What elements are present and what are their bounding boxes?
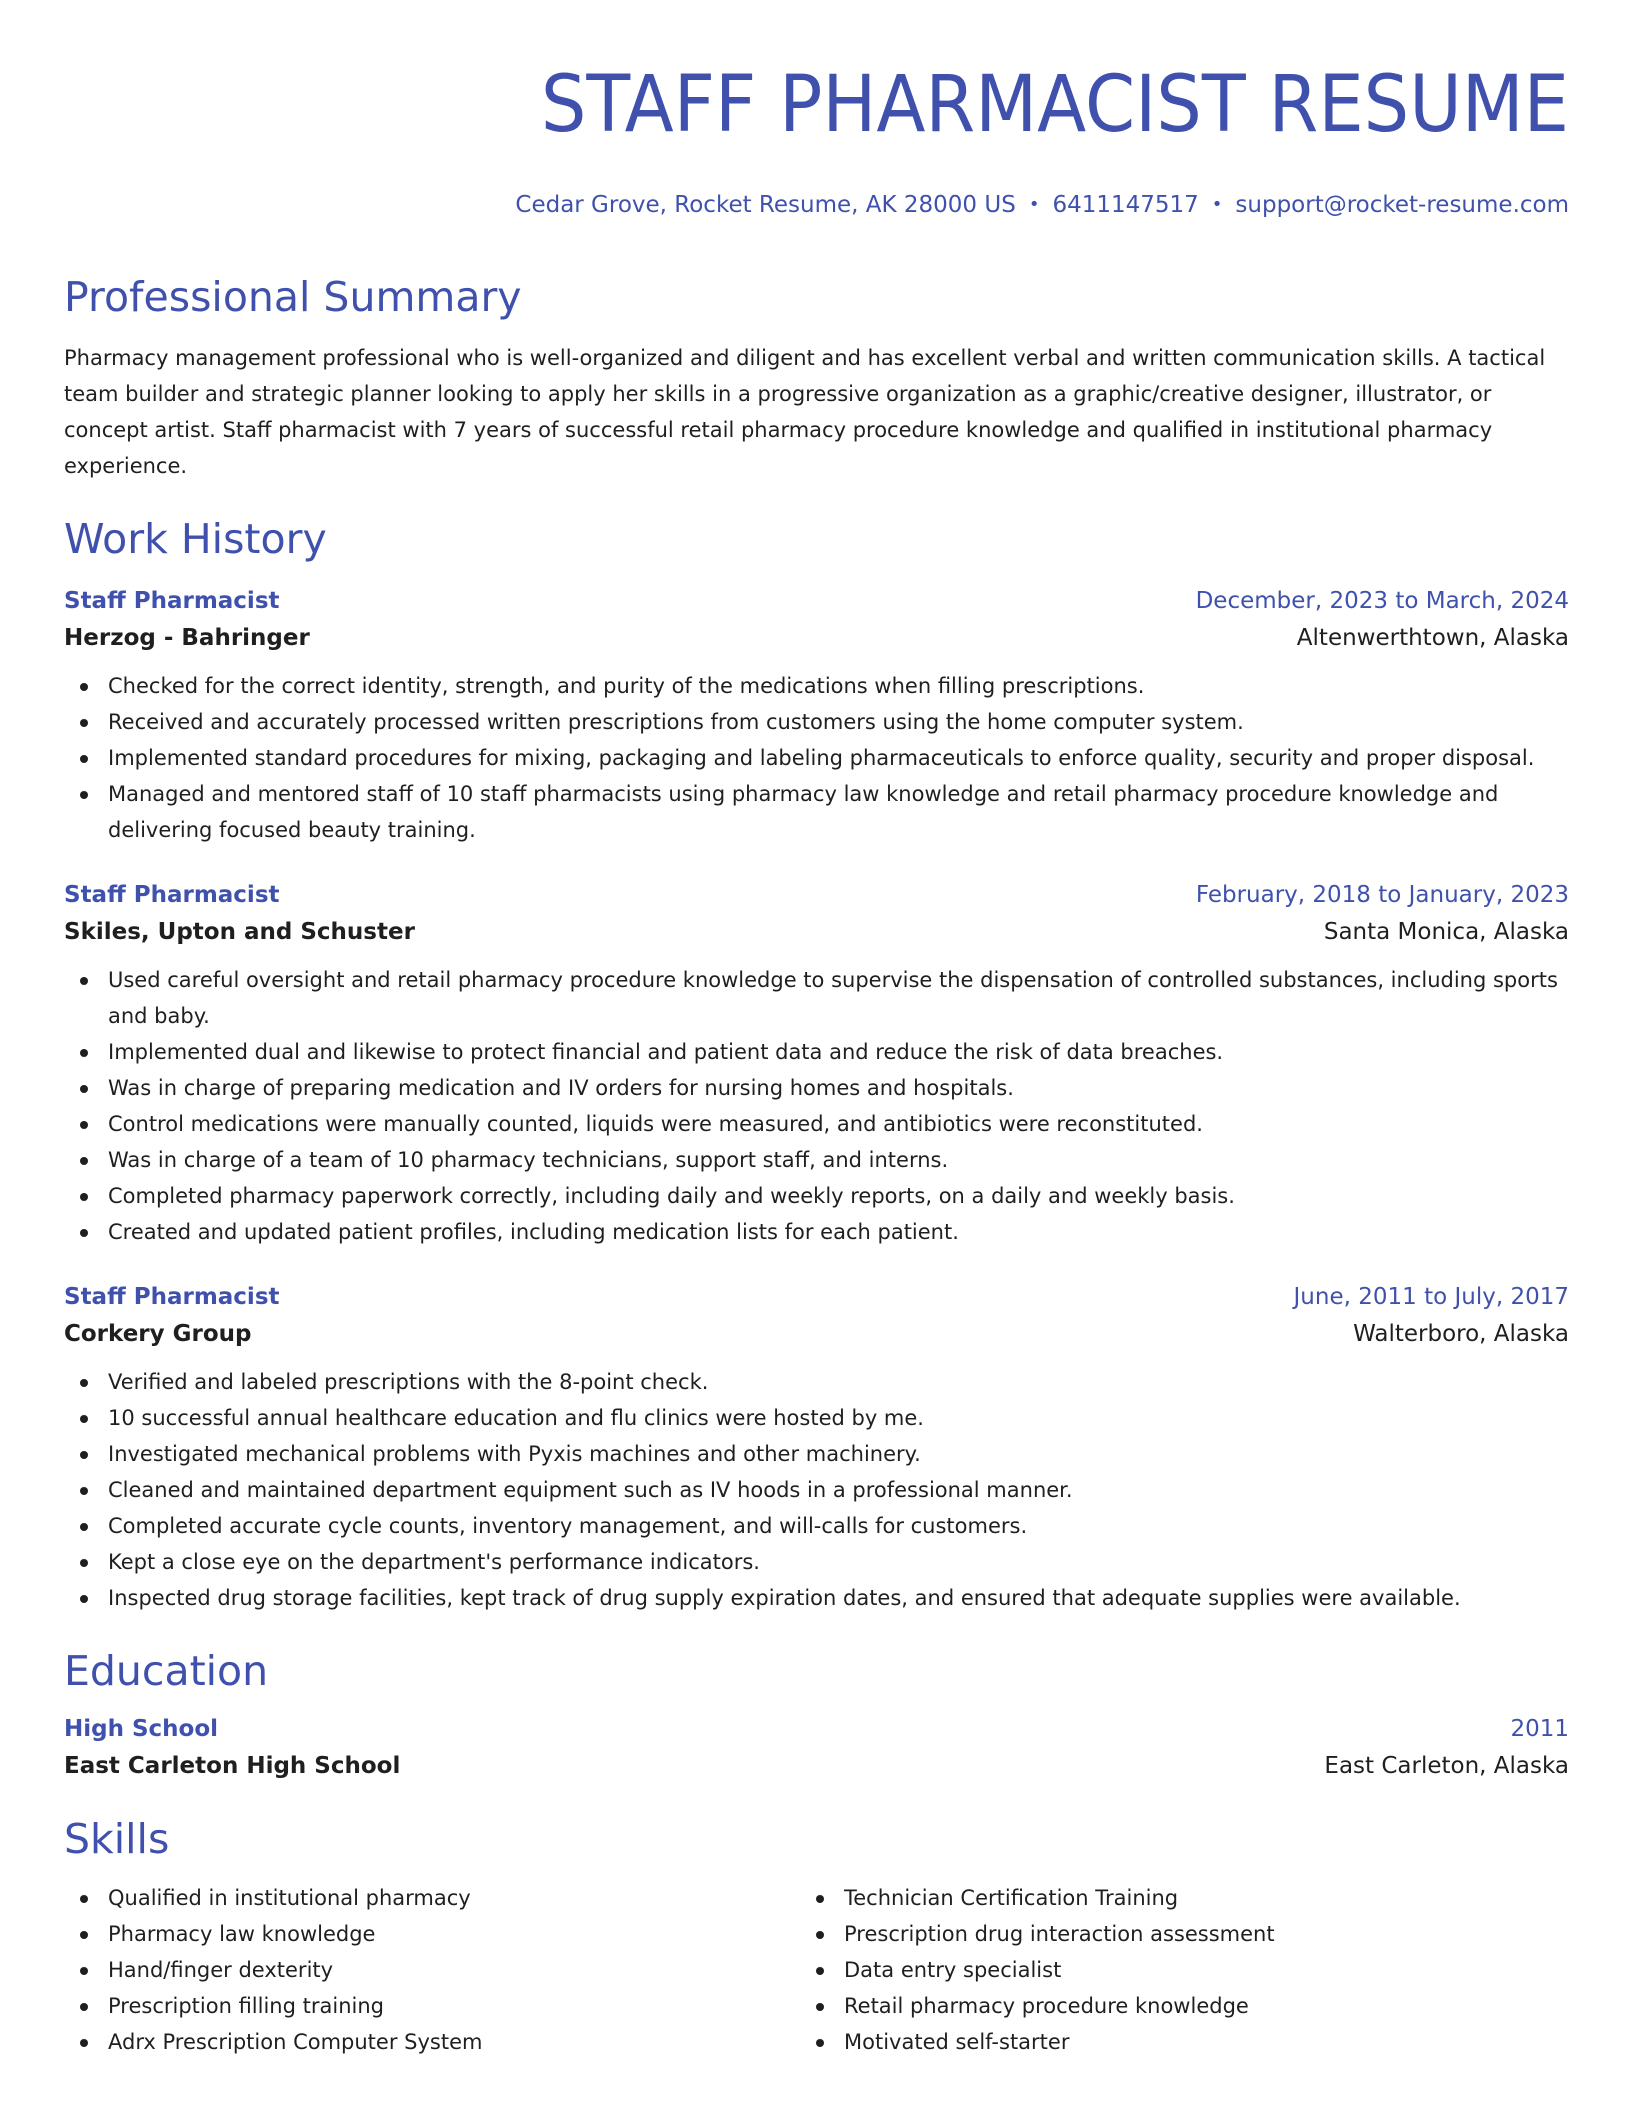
job-entry (64, 1280, 1569, 1616)
job-bullet: Checked for the correct identity, strength, and purity of the medications when filling prescriptions. (64, 668, 1569, 704)
education-school: East Carleton High School (64, 1753, 401, 1779)
job-title: Staff Pharmacist (64, 882, 280, 908)
job-dates: February, 2018 to January, 2023 (1195, 882, 1569, 908)
resume-header (64, 60, 1569, 220)
skill-item: Prescription drug interaction assessment (800, 1916, 1536, 1952)
job-bullet: Was in charge of a team of 10 pharmacy technicians, support staff, and interns. (64, 1142, 1569, 1178)
job-bullet: Was in charge of preparing medication and IV orders for nursing homes and hospitals. (64, 1070, 1569, 1106)
skills-heading: Skills (64, 1815, 170, 1863)
job-dates: June, 2011 to July, 2017 (1293, 1284, 1569, 1310)
job-bullet: Managed and mentored staff of 10 staff pharmacists using pharmacy law knowledge and retail pharmacy procedure knowledge and delivering focused beauty training. (64, 776, 1569, 848)
job-entry (64, 584, 1569, 848)
skills-list-right (800, 1880, 1536, 2060)
job-bullet: Completed accurate cycle counts, inventory management, and will-calls for customers. (64, 1508, 1569, 1544)
education-degree: High School (64, 1716, 219, 1742)
job-title: Staff Pharmacist (64, 1284, 280, 1310)
job-title-row (64, 1280, 1569, 1314)
skill-item: Prescription filling training (64, 1988, 800, 2024)
job-bullet: Verified and labeled prescriptions with the 8-point check. (64, 1364, 1569, 1400)
job-location: Walterboro, Alaska (1353, 1321, 1569, 1347)
contact-line (64, 190, 1569, 220)
contact-separator: • (1028, 194, 1040, 215)
job-entry (64, 878, 1569, 1250)
job-location: Santa Monica, Alaska (1323, 919, 1569, 945)
job-title-row (64, 878, 1569, 912)
education-degree-row (64, 1712, 1569, 1746)
education-heading: Education (64, 1647, 269, 1695)
job-bullet: Implemented dual and likewise to protect financial and patient data and reduce the risk of data breaches. (64, 1034, 1569, 1070)
job-company: Herzog - Bahringer (64, 625, 310, 651)
education-entry (64, 1712, 1569, 1786)
summary-heading: Professional Summary (64, 273, 522, 321)
education-year: 2011 (1510, 1716, 1569, 1742)
skill-item: Technician Certification Training (800, 1880, 1536, 1916)
contact-phone: 6411147517 (1052, 192, 1199, 218)
skill-item: Qualified in institutional pharmacy (64, 1880, 800, 1916)
job-company: Corkery Group (64, 1321, 252, 1347)
skill-item: Motivated self-starter (800, 2024, 1536, 2060)
job-title-row (64, 584, 1569, 618)
job-dates: December, 2023 to March, 2024 (1195, 588, 1569, 614)
job-bullet: Implemented standard procedures for mixing, packaging and labeling pharmaceuticals to enforce quality, security and proper disposal. (64, 740, 1569, 776)
summary-text: Pharmacy management professional who is well-organized and diligent and has excellent verbal and written communication skills. A tactical team builder and strategic planner looking to apply her skills in a progressive organization as a graphic/creative designer, illustrator, or concept artist. Staff pharmacist with 7 years of successful retail pharmacy procedure knowledge and qualified in institutional pharmacy experience. (64, 346, 1546, 478)
job-bullet: 10 successful annual healthcare education and flu clinics were hosted by me. (64, 1400, 1569, 1436)
job-bullets (64, 962, 1569, 1250)
job-bullet: Kept a close eye on the department's performance indicators. (64, 1544, 1569, 1580)
job-bullets (64, 668, 1569, 848)
job-bullet: Completed pharmacy paperwork correctly, including daily and weekly reports, on a daily and weekly basis. (64, 1178, 1569, 1214)
job-company-row (64, 912, 1569, 952)
job-company-row (64, 618, 1569, 658)
job-location: Altenwerthtown, Alaska (1296, 625, 1569, 651)
job-bullet: Created and updated patient profiles, including medication lists for each patient. (64, 1214, 1569, 1250)
job-bullet: Used careful oversight and retail pharmacy procedure knowledge to supervise the dispensation of controlled substances, including sports and baby. (64, 962, 1569, 1034)
education-location: East Carleton, Alaska (1324, 1753, 1569, 1779)
job-company: Skiles, Upton and Schuster (64, 919, 415, 945)
work-history-heading: Work History (64, 515, 327, 563)
skill-item: Data entry specialist (800, 1952, 1536, 1988)
education-school-row (64, 1746, 1569, 1786)
job-bullet: Received and accurately processed written prescriptions from customers using the home computer system. (64, 704, 1569, 740)
contact-email[interactable]: support@rocket-resume.com (1235, 192, 1569, 218)
skill-item: Retail pharmacy procedure knowledge (800, 1988, 1536, 2024)
job-title: Staff Pharmacist (64, 588, 280, 614)
job-bullet: Cleaned and maintained department equipment such as IV hoods in a professional manner. (64, 1472, 1569, 1508)
job-company-row (64, 1314, 1569, 1354)
job-bullet: Investigated mechanical problems with Pyxis machines and other machinery. (64, 1436, 1569, 1472)
skill-item: Adrx Prescription Computer System (64, 2024, 800, 2060)
job-bullets (64, 1364, 1569, 1616)
skills-columns (64, 1880, 1569, 2060)
skills-list-left (64, 1880, 800, 2060)
contact-separator: • (1211, 194, 1223, 215)
contact-address: Cedar Grove, Rocket Resume, AK 28000 US (515, 192, 1016, 218)
skill-item: Hand/finger dexterity (64, 1952, 800, 1988)
resume-name: STAFF PHARMACIST RESUME (540, 60, 1570, 150)
job-bullet: Inspected drug storage facilities, kept track of drug supply expiration dates, and ensured that adequate supplies were available. (64, 1580, 1569, 1616)
skill-item: Pharmacy law knowledge (64, 1916, 800, 1952)
job-bullet: Control medications were manually counted, liquids were measured, and antibiotics were reconstituted. (64, 1106, 1569, 1142)
